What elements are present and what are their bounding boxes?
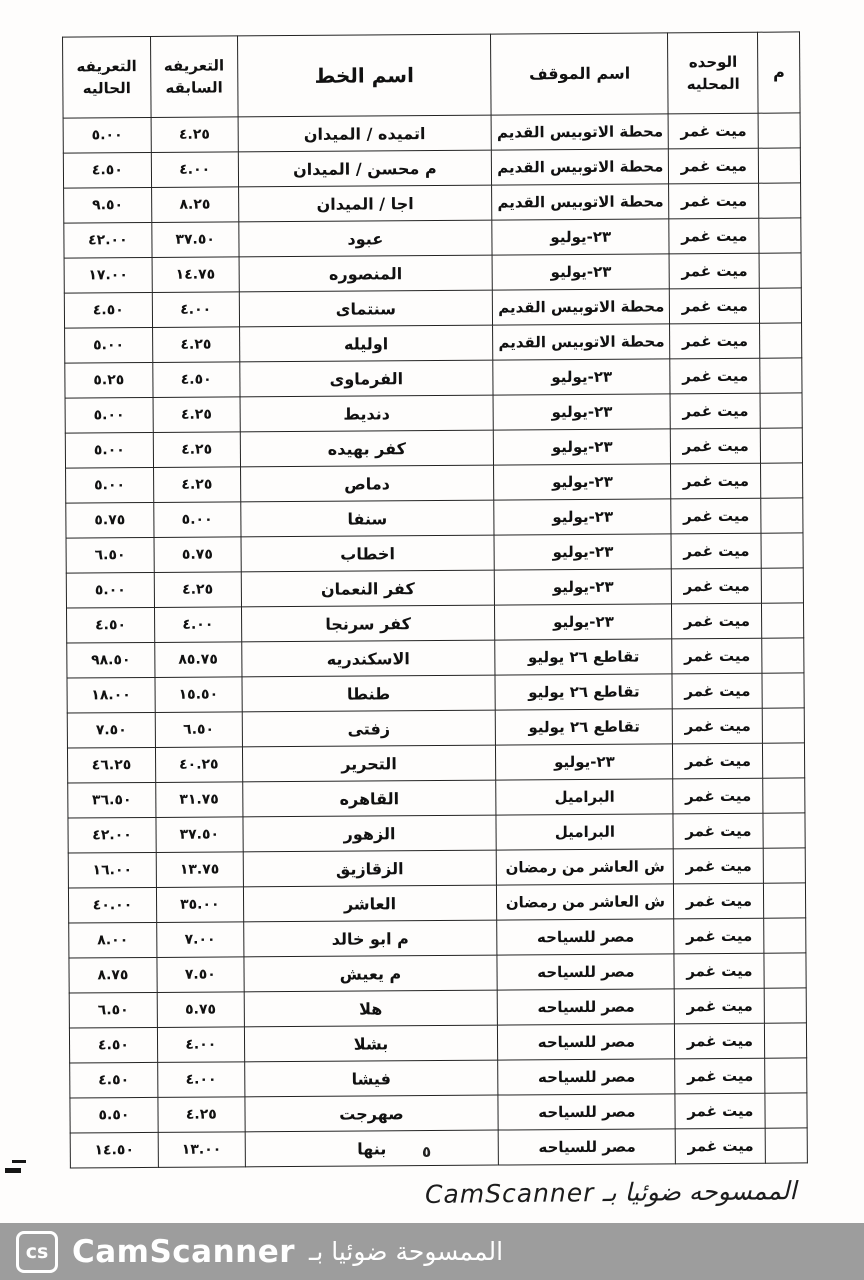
cell-line-name: كفر النعمان: [241, 570, 495, 607]
cell-index: [762, 603, 804, 638]
cell-line-name: المنصوره: [239, 255, 493, 292]
table-row: [68, 883, 805, 923]
cell-local-unit: ميت غمر: [674, 883, 764, 919]
cell-line-name: م ابو خالد: [243, 920, 497, 957]
cell-stop-name: البراميل: [496, 814, 673, 850]
cell-previous-tariff: ٥.٠٠: [154, 502, 241, 538]
cell-local-unit: ميت غمر: [672, 673, 762, 709]
cell-previous-tariff: ٤.٠٠: [151, 152, 238, 188]
cell-index: [760, 323, 802, 358]
cell-index: [761, 533, 803, 568]
cell-index: [764, 988, 806, 1023]
cell-current-tariff: ٤٢.٠٠: [68, 817, 156, 853]
cell-local-unit: ميت غمر: [672, 568, 762, 604]
cell-local-unit: ميت غمر: [671, 463, 761, 499]
header-line-name: اسم الخط: [237, 34, 491, 117]
cell-line-name: الاسكندريه: [241, 640, 495, 677]
cell-index: [758, 113, 800, 148]
table-row: [66, 603, 803, 643]
cell-current-tariff: ٨.٧٥: [69, 957, 157, 993]
cell-line-name: اجا / الميدان: [238, 185, 492, 222]
cell-previous-tariff: ٧.٥٠: [157, 957, 244, 993]
table-row: [68, 778, 805, 818]
page-number: ٥: [422, 1143, 432, 1161]
cell-current-tariff: ٨.٠٠: [69, 922, 157, 958]
cell-index: [761, 498, 803, 533]
cell-local-unit: ميت غمر: [673, 743, 763, 779]
cell-index: [763, 813, 805, 848]
cell-index: [761, 463, 803, 498]
cell-line-name: صهرجت: [245, 1095, 499, 1132]
cell-previous-tariff: ٣٧.٥٠: [156, 817, 243, 853]
cell-stop-name: محطة الاتوبيس القديم: [492, 149, 669, 185]
cell-stop-name: مصر للسياحه: [497, 919, 674, 955]
table-row: [67, 708, 804, 748]
cell-local-unit: ميت غمر: [669, 253, 759, 289]
cell-line-name: الفرماوى: [239, 360, 493, 397]
cell-line-name: اوليله: [239, 325, 493, 362]
cell-line-name: سنفا: [240, 500, 494, 537]
cell-index: [765, 1128, 807, 1163]
cell-stop-name: محطة الاتوبيس القديم: [492, 184, 669, 220]
cell-line-name: اتميده / الميدان: [238, 115, 492, 152]
cell-current-tariff: ٥.٥٠: [70, 1097, 158, 1133]
cell-index: [765, 1058, 807, 1093]
cell-line-name: سنتماى: [239, 290, 493, 327]
header-stop-name: اسم الموقف: [491, 33, 669, 115]
cell-line-name: دنديط: [240, 395, 494, 432]
cell-previous-tariff: ٤.٢٥: [158, 1097, 245, 1133]
cell-current-tariff: ١٧.٠٠: [64, 257, 152, 293]
cell-local-unit: ميت غمر: [673, 778, 763, 814]
cell-current-tariff: ٤.٥٠: [63, 152, 151, 188]
cell-current-tariff: ٤.٥٠: [64, 292, 152, 328]
cell-local-unit: ميت غمر: [674, 953, 764, 989]
cell-local-unit: ميت غمر: [675, 1023, 765, 1059]
camscanner-footer: [0, 1223, 864, 1280]
cell-line-name: عبود: [238, 220, 492, 257]
cell-current-tariff: ١٨.٠٠: [67, 677, 155, 713]
table-row: [70, 1093, 807, 1133]
cell-current-tariff: ٩.٥٠: [64, 187, 152, 223]
cell-index: [759, 218, 801, 253]
cell-local-unit: ميت غمر: [671, 533, 761, 569]
table-row: [68, 848, 805, 888]
cell-current-tariff: ٦.٥٠: [66, 537, 154, 573]
table-row: [66, 533, 803, 573]
cell-stop-name: ش العاشر من رمضان: [496, 849, 673, 885]
cell-index: [759, 183, 801, 218]
cell-local-unit: ميت غمر: [673, 813, 763, 849]
table-row: [70, 1058, 807, 1098]
camscanner-arabic-label: الممسوحة ضوئيا بـ: [309, 1237, 504, 1266]
cell-stop-name: مصر للسياحه: [497, 954, 674, 990]
cell-local-unit: ميت غمر: [670, 288, 760, 324]
cell-previous-tariff: ٤.٠٠: [157, 1027, 244, 1063]
header-index: م: [758, 32, 800, 113]
table-row: [64, 218, 801, 258]
header-local-unit: الوحده المحليه: [668, 32, 758, 114]
cell-previous-tariff: ٥.٧٥: [154, 537, 241, 573]
cell-local-unit: ميت غمر: [675, 1058, 765, 1094]
header-current-tariff: التعريفه الحاليه: [63, 36, 151, 118]
cell-current-tariff: ٩٨.٥٠: [67, 642, 155, 678]
table-row: [63, 113, 800, 153]
cell-previous-tariff: ٤.٥٠: [153, 362, 240, 398]
cell-current-tariff: ٧.٥٠: [67, 712, 155, 748]
cell-stop-name: ٢٣-يوليو: [492, 254, 669, 290]
cell-current-tariff: ٦.٥٠: [69, 992, 157, 1028]
cell-stop-name: مصر للسياحه: [498, 1094, 675, 1130]
cell-current-tariff: ٥.٢٥: [65, 362, 153, 398]
cell-previous-tariff: ٨.٢٥: [151, 187, 238, 223]
cell-previous-tariff: ١٤.٧٥: [152, 257, 239, 293]
cell-stop-name: مصر للسياحه: [497, 989, 674, 1025]
cell-index: [763, 848, 805, 883]
cell-line-name: الزقازيق: [243, 850, 497, 887]
cell-index: [761, 568, 803, 603]
cell-stop-name: البراميل: [496, 779, 673, 815]
cell-index: [759, 148, 801, 183]
table-row: [67, 743, 804, 783]
cell-previous-tariff: ٤.٠٠: [152, 292, 239, 328]
table-row: [65, 323, 802, 363]
scan-artifact: [5, 1168, 21, 1173]
table-row: [69, 1023, 806, 1063]
cell-stop-name: ٢٣-يوليو: [494, 464, 671, 500]
cell-local-unit: ميت غمر: [669, 148, 759, 184]
cell-index: [764, 953, 806, 988]
cell-index: [762, 638, 804, 673]
scan-watermark-note: الممسوحه ضوئيا بـ CamScanner: [424, 1176, 797, 1209]
cell-line-name: التحرير: [242, 745, 496, 782]
cell-stop-name: مصر للسياحه: [498, 1129, 675, 1165]
cell-stop-name: ٢٣-يوليو: [495, 604, 672, 640]
table-row: [66, 568, 803, 608]
table-row: [69, 953, 806, 993]
cell-stop-name: ش العاشر من رمضان: [497, 884, 674, 920]
tariff-table: [62, 31, 808, 1168]
cell-index: [762, 673, 804, 708]
cell-local-unit: ميت غمر: [669, 183, 759, 219]
cell-previous-tariff: ٤.٠٠: [158, 1062, 245, 1098]
table-row: [64, 183, 801, 223]
cell-local-unit: ميت غمر: [671, 428, 761, 464]
cell-stop-name: تقاطع ٢٦ يوليو: [495, 639, 672, 675]
table-row: [69, 918, 806, 958]
cell-previous-tariff: ٤٠.٢٥: [155, 747, 242, 783]
cell-previous-tariff: ٤.٠٠: [154, 607, 241, 643]
cell-local-unit: ميت غمر: [670, 358, 760, 394]
cell-index: [762, 708, 804, 743]
cell-current-tariff: ٥.٠٠: [63, 117, 151, 153]
cell-current-tariff: ٤٠.٠٠: [68, 887, 156, 923]
table-row: [66, 498, 803, 538]
cell-current-tariff: ٤٢.٠٠: [64, 222, 152, 258]
cell-line-name: كفر بهيده: [240, 430, 494, 467]
table-row: [65, 393, 802, 433]
cell-index: [764, 883, 806, 918]
table-row: [65, 358, 802, 398]
cell-current-tariff: ٥.٠٠: [65, 432, 153, 468]
cell-line-name: العاشر: [243, 885, 497, 922]
cell-current-tariff: ٤٦.٢٥: [67, 747, 155, 783]
cell-current-tariff: ٥.٧٥: [66, 502, 154, 538]
cell-stop-name: مصر للسياحه: [498, 1024, 675, 1060]
cell-line-name: م يعيش: [244, 955, 498, 992]
cell-previous-tariff: ٤.٢٥: [153, 467, 240, 503]
cell-line-name: دماص: [240, 465, 494, 502]
cell-local-unit: ميت غمر: [674, 918, 764, 954]
table-row: [68, 813, 805, 853]
cell-index: [760, 358, 802, 393]
header-row: [63, 32, 801, 118]
cell-previous-tariff: ١٣.٧٥: [156, 852, 243, 888]
cell-previous-tariff: ٤.٢٥: [154, 572, 241, 608]
cell-local-unit: ميت غمر: [671, 498, 761, 534]
cell-index: [763, 778, 805, 813]
cell-line-name: بنها: [245, 1130, 499, 1167]
cell-previous-tariff: ٤.٢٥: [153, 397, 240, 433]
cell-local-unit: ميت غمر: [673, 708, 763, 744]
cell-local-unit: ميت غمر: [672, 603, 762, 639]
cell-previous-tariff: ١٥.٥٠: [155, 677, 242, 713]
cell-previous-tariff: ٤.٢٥: [152, 327, 239, 363]
cell-stop-name: ٢٣-يوليو: [494, 569, 671, 605]
cell-local-unit: ميت غمر: [670, 393, 760, 429]
cell-line-name: طنطا: [242, 675, 496, 712]
cell-line-name: القاهره: [242, 780, 496, 817]
table-row: [64, 288, 801, 328]
cell-local-unit: ميت غمر: [674, 848, 764, 884]
cell-current-tariff: ٤.٥٠: [70, 1062, 158, 1098]
table-row: [63, 148, 800, 188]
table-row: [65, 428, 802, 468]
cell-previous-tariff: ٣٥.٠٠: [156, 887, 243, 923]
cell-line-name: فيشا: [244, 1060, 498, 1097]
cell-current-tariff: ٥.٠٠: [65, 397, 153, 433]
cell-index: [760, 288, 802, 323]
cell-stop-name: محطة الاتوبيس القديم: [493, 324, 670, 360]
cell-stop-name: ٢٣-يوليو: [493, 394, 670, 430]
cell-line-name: اخطاب: [241, 535, 495, 572]
table-row: [64, 253, 801, 293]
camscanner-logo-icon: cs: [16, 1231, 58, 1273]
cell-index: [759, 253, 801, 288]
cell-line-name: هلا: [244, 990, 498, 1027]
cell-stop-name: ٢٣-يوليو: [496, 744, 673, 780]
cell-local-unit: ميت غمر: [672, 638, 762, 674]
cell-line-name: زفتى: [242, 710, 496, 747]
cell-current-tariff: ١٤.٥٠: [70, 1132, 158, 1168]
cell-previous-tariff: ٤.٢٥: [151, 117, 238, 153]
cell-stop-name: تقاطع ٢٦ يوليو: [495, 709, 672, 745]
cell-stop-name: ٢٣-يوليو: [493, 359, 670, 395]
cell-current-tariff: ٥.٠٠: [66, 572, 154, 608]
cell-local-unit: ميت غمر: [669, 218, 759, 254]
header-previous-tariff: التعريفه السابقه: [150, 36, 237, 118]
camscanner-brand: CamScanner: [72, 1233, 296, 1270]
cell-previous-tariff: ٥.٧٥: [157, 992, 244, 1028]
cell-current-tariff: ٥.٠٠: [66, 467, 154, 503]
cell-local-unit: ميت غمر: [670, 323, 760, 359]
table-body: [63, 113, 807, 1168]
cell-local-unit: ميت غمر: [676, 1128, 766, 1164]
cell-current-tariff: ١٦.٠٠: [68, 852, 156, 888]
cell-stop-name: محطة الاتوبيس القديم: [493, 289, 670, 325]
cell-local-unit: ميت غمر: [675, 1093, 765, 1129]
cell-current-tariff: ٤.٥٠: [66, 607, 154, 643]
cell-current-tariff: ٣٦.٥٠: [68, 782, 156, 818]
cell-index: [765, 1093, 807, 1128]
cell-line-name: م محسن / الميدان: [238, 150, 492, 187]
cell-stop-name: ٢٣-يوليو: [492, 219, 669, 255]
cell-stop-name: محطة الاتوبيس القديم: [491, 114, 668, 150]
cell-local-unit: ميت غمر: [669, 113, 759, 149]
cell-line-name: الزهور: [243, 815, 497, 852]
cell-current-tariff: ٥.٠٠: [65, 327, 153, 363]
table-row: [69, 988, 806, 1028]
cell-index: [763, 743, 805, 778]
cell-previous-tariff: ٨٥.٧٥: [155, 642, 242, 678]
table-row: [67, 638, 804, 678]
cell-previous-tariff: ٤.٢٥: [153, 432, 240, 468]
cell-index: [765, 1023, 807, 1058]
cell-stop-name: مصر للسياحه: [498, 1059, 675, 1095]
cell-local-unit: ميت غمر: [675, 988, 765, 1024]
cell-stop-name: تقاطع ٢٦ يوليو: [495, 674, 672, 710]
cell-previous-tariff: ٧.٠٠: [157, 922, 244, 958]
cell-previous-tariff: ٣٧.٥٠: [152, 222, 239, 258]
table-row: [67, 673, 804, 713]
cell-index: [761, 428, 803, 463]
cell-index: [760, 393, 802, 428]
cell-stop-name: ٢٣-يوليو: [494, 534, 671, 570]
cell-line-name: بشلا: [244, 1025, 498, 1062]
table-row: [66, 463, 803, 503]
cell-stop-name: ٢٣-يوليو: [494, 429, 671, 465]
table-row: [70, 1128, 807, 1168]
cell-current-tariff: ٤.٥٠: [69, 1027, 157, 1063]
cell-previous-tariff: ١٣.٠٠: [158, 1132, 245, 1168]
cell-line-name: كفر سرنجا: [241, 605, 495, 642]
cell-previous-tariff: ٣١.٧٥: [156, 782, 243, 818]
cell-index: [764, 918, 806, 953]
cell-stop-name: ٢٣-يوليو: [494, 499, 671, 535]
cell-previous-tariff: ٦.٥٠: [155, 712, 242, 748]
